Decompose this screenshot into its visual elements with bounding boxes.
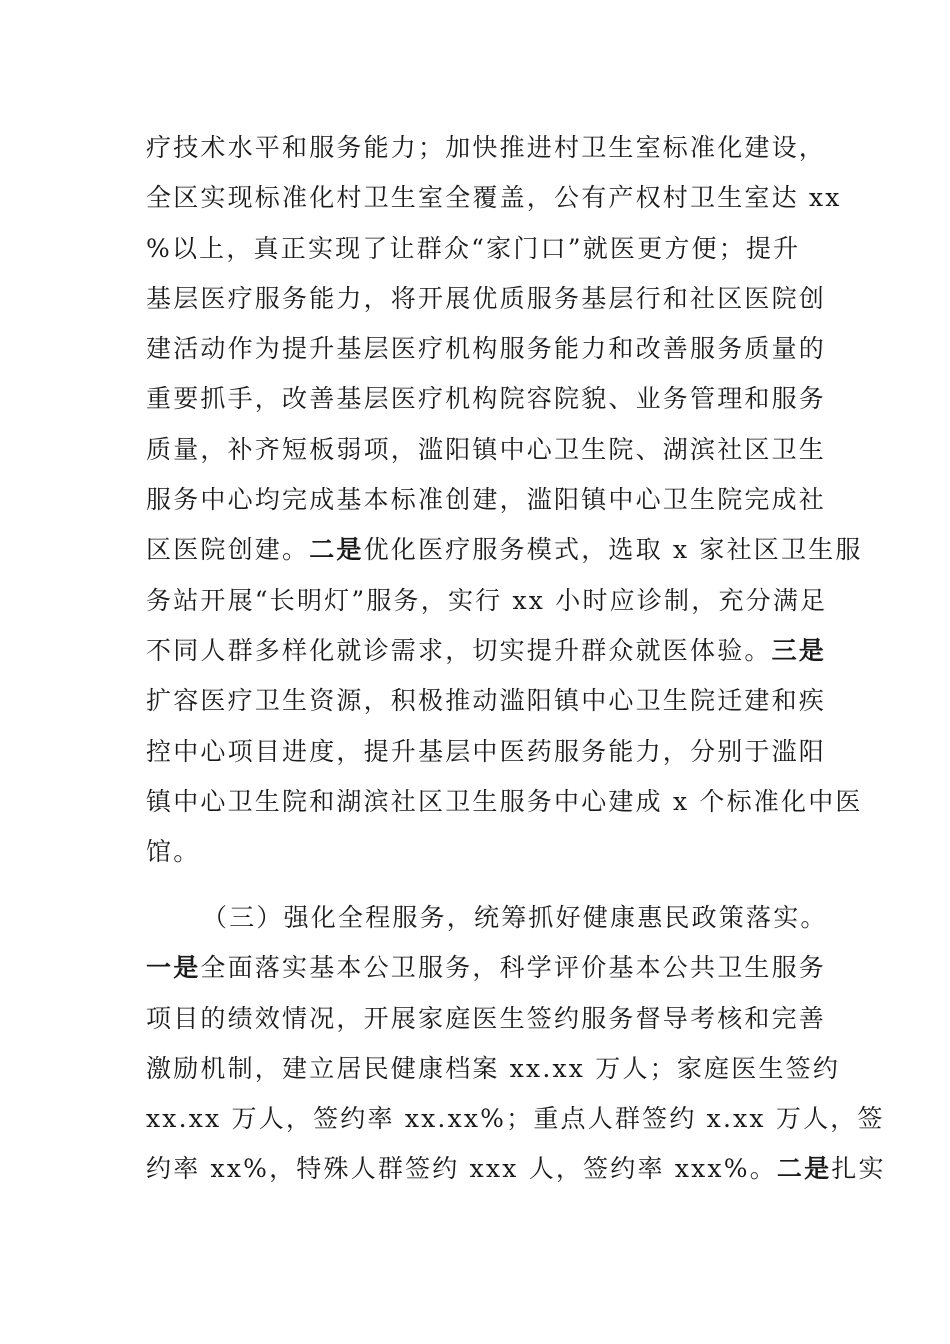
text-span: 全面落实基本公卫服务，科学评价基本公共卫生服务 — [200, 953, 827, 983]
text-span: 镇中心卫生院和湖滨社区卫生服务中心建成 x 个标准化中医 — [146, 786, 863, 816]
section-heading: （三）强化全程服务，统筹抓好健康惠民政策落实。 — [202, 903, 828, 932]
text-line — [146, 425, 827, 475]
text-span: 基层医疗服务能力，将开展优质服务基层行和社区医院创 — [146, 283, 827, 313]
text-line — [146, 827, 811, 877]
text-line — [146, 676, 827, 726]
bold-marker: 二是 — [776, 1154, 832, 1184]
body-paragraph-1 — [146, 123, 863, 877]
text-line — [146, 576, 828, 626]
text-span: 控中心项目进度，提升基层中医药服务能力，分别于滥阳 — [146, 736, 827, 766]
text-span: 扎实 — [831, 1154, 886, 1184]
text-line — [146, 1094, 885, 1144]
text-line — [146, 727, 827, 777]
text-line — [146, 994, 827, 1044]
text-line — [146, 123, 827, 173]
text-span: 建活动作为提升基层医疗机构服务能力和改善服务质量的 — [146, 334, 827, 364]
text-span: 优化医疗服务模式，选取 x 家社区卫生服 — [363, 535, 863, 565]
text-span: 疗技术水平和服务能力；加快推进村卫生室标准化建设， — [146, 133, 827, 162]
text-line — [146, 173, 842, 223]
text-line — [146, 324, 827, 374]
text-line — [146, 475, 827, 525]
text-span: 质量，补齐短板弱项，滥阳镇中心卫生院、湖滨社区卫生 — [146, 434, 827, 464]
body-paragraph-2 — [146, 893, 886, 1195]
text-line — [146, 224, 811, 274]
text-line — [146, 374, 827, 424]
text-span: 约率 xx%，特殊人群签约 xxx 人，签约率 xxx%。 — [146, 1154, 777, 1184]
text-line — [146, 626, 827, 676]
text-span: 全区实现标准化村卫生室全覆盖，公有产权村卫生室达 xx — [146, 183, 842, 213]
text-span: 区医院创建。 — [146, 535, 310, 565]
text-span: 务站开展“长明灯”服务，实行 xx 小时应诊制，充分满足 — [146, 585, 828, 615]
text-span: %以上，真正实现了让群众“家门口”就医更方便；提升 — [146, 233, 801, 263]
text-span: 重要抓手，改善基层医疗机构院容院貌、业务管理和服务 — [146, 384, 827, 414]
text-span: 馆。 — [146, 837, 201, 867]
text-line — [146, 943, 827, 993]
text-line — [146, 1144, 886, 1194]
text-span: 扩容医疗卫生资源，积极推动滥阳镇中心卫生院迁建和疾 — [146, 686, 827, 716]
text-span: 服务中心均完成基本标准创建，滥阳镇中心卫生院完成社 — [146, 485, 827, 515]
text-line — [146, 1044, 841, 1094]
text-span: xx.xx 万人，签约率 xx.xx%；重点人群签约 x.xx 万人，签 — [146, 1104, 885, 1134]
text-span: 不同人群多样化就诊需求，切实提升群众就医体验。 — [146, 635, 772, 665]
text-line — [146, 777, 863, 827]
bold-marker: 一是 — [146, 953, 201, 983]
text-line — [146, 525, 863, 575]
section-heading-line — [146, 893, 828, 943]
text-span: 激励机制，建立居民健康档案 xx.xx 万人；家庭医生签约 — [146, 1053, 841, 1083]
text-span: 项目的绩效情况，开展家庭医生签约服务督导考核和完善 — [146, 1003, 827, 1033]
bold-marker: 二是 — [309, 535, 364, 565]
bold-marker: 三是 — [771, 635, 827, 665]
text-line — [146, 274, 827, 324]
